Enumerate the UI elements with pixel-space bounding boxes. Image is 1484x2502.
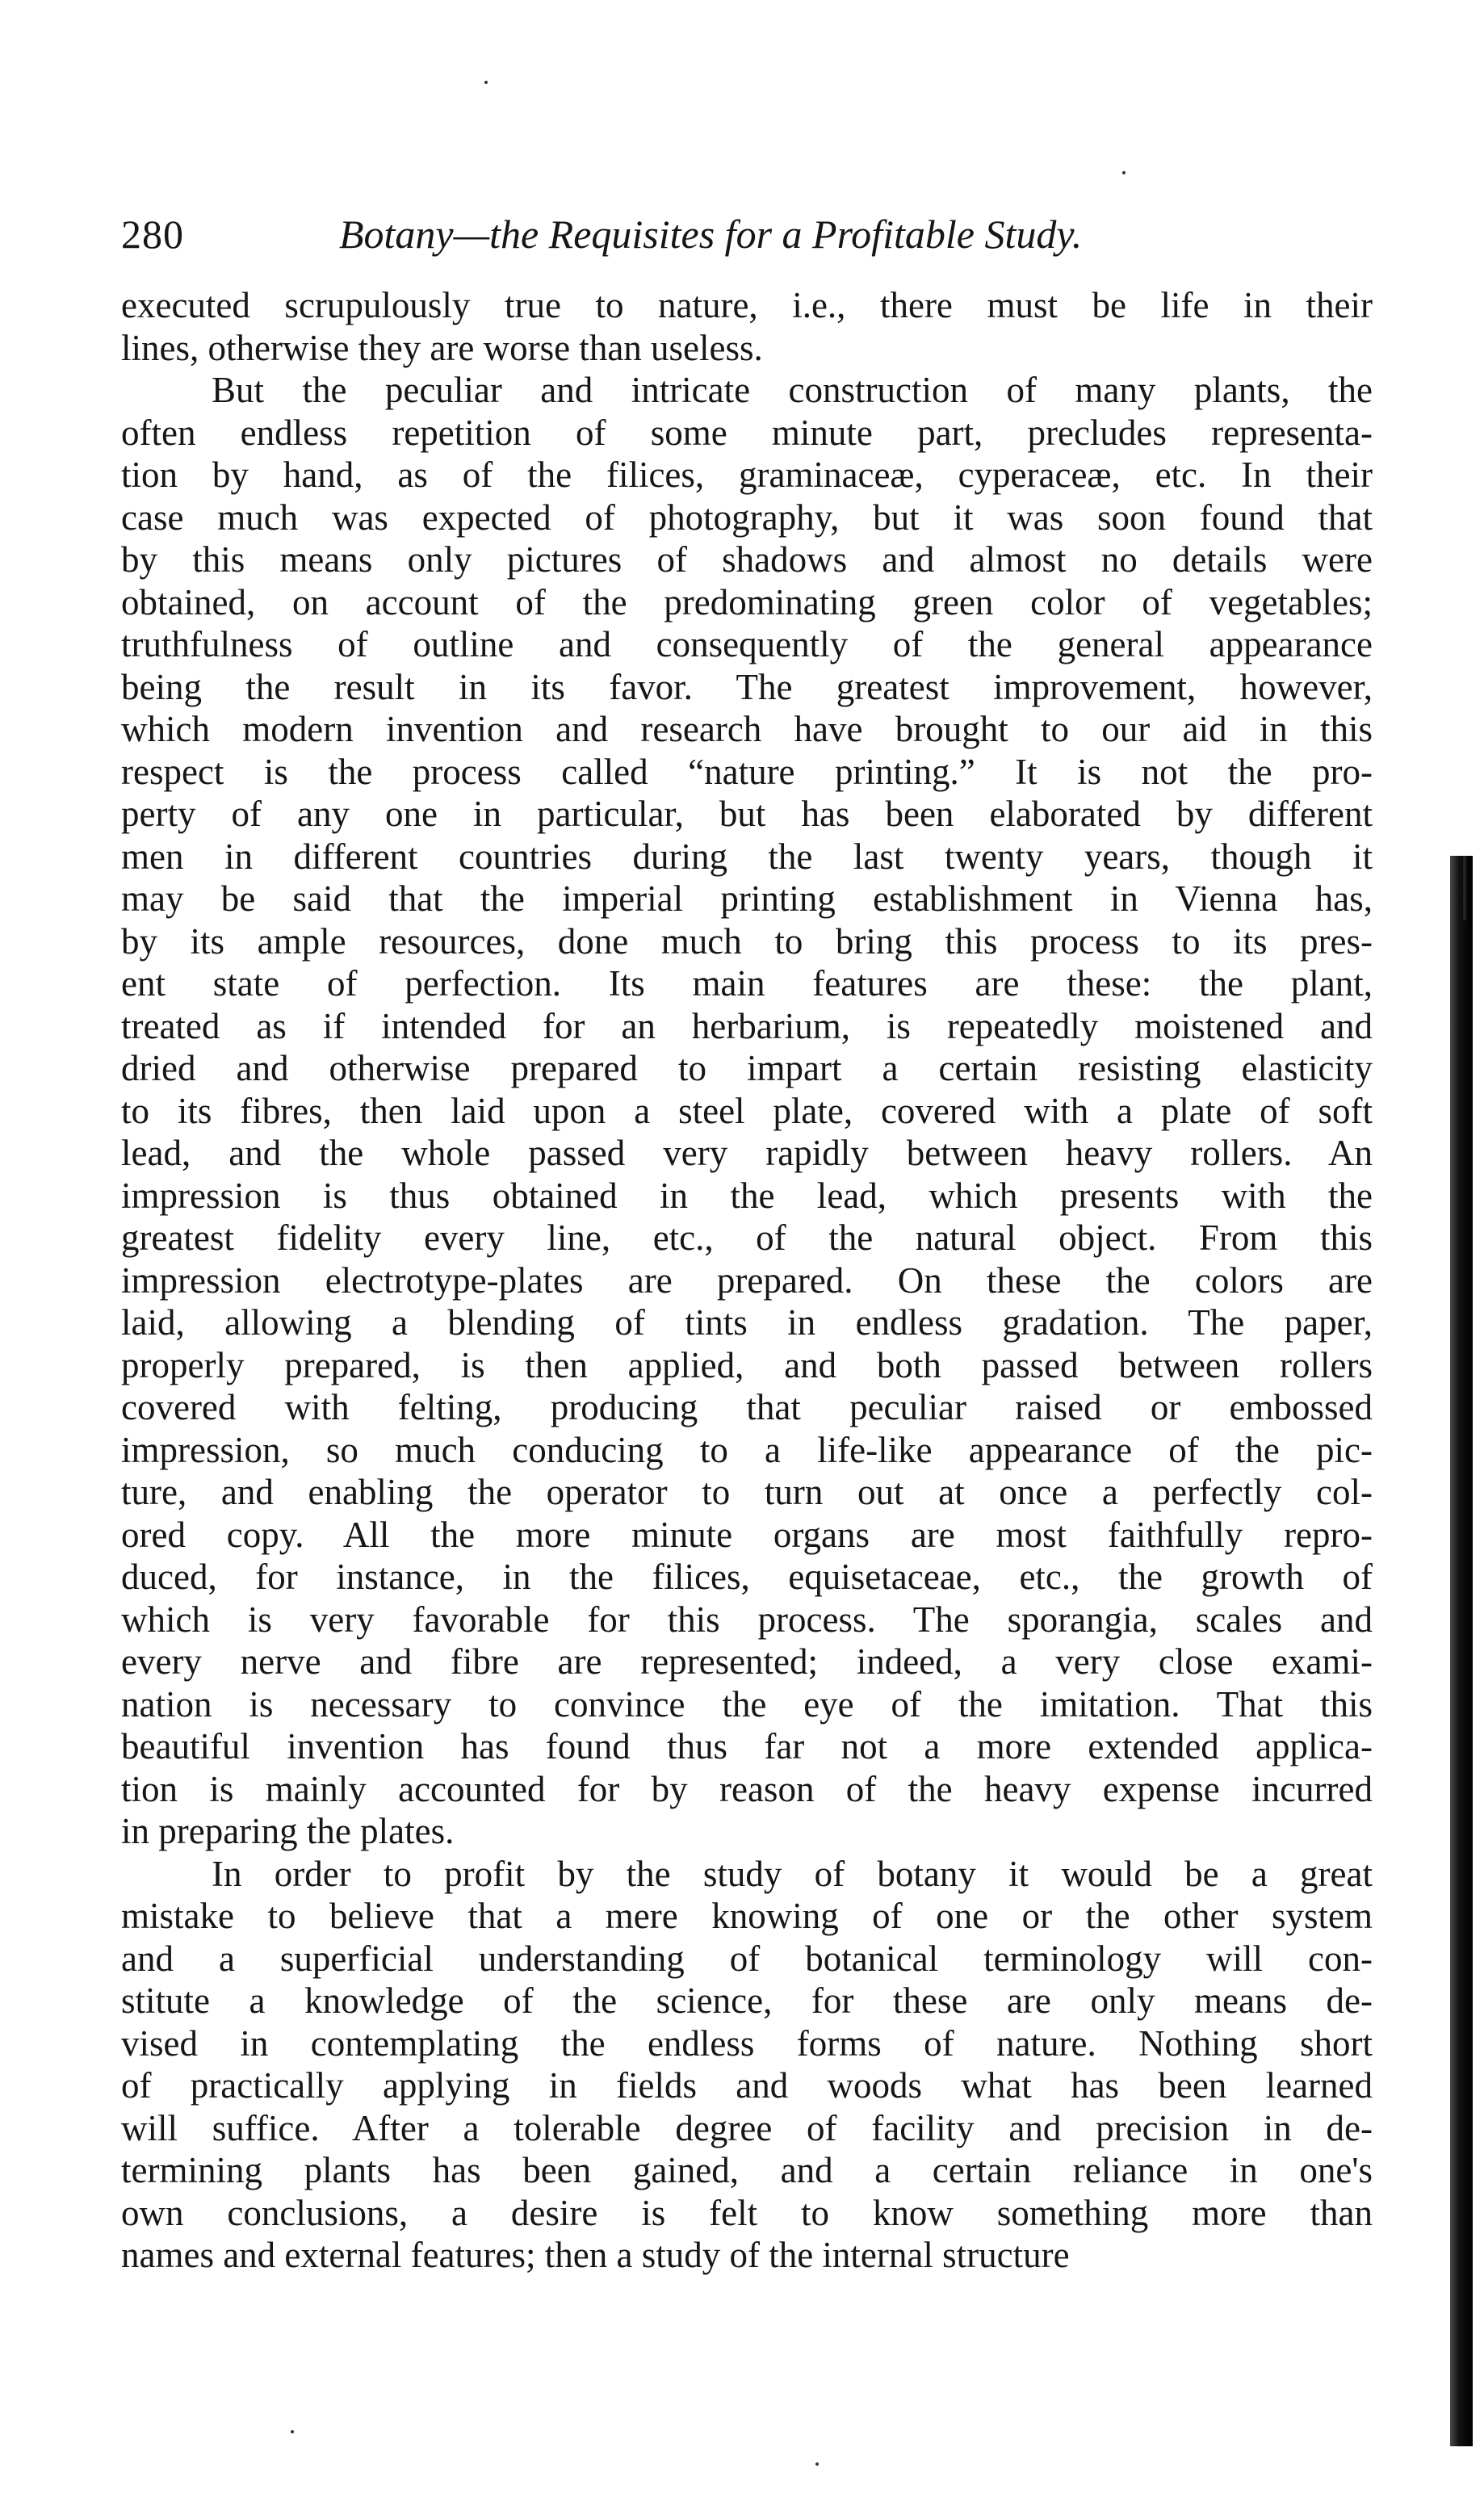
paragraph [121,284,1373,369]
text-line: But the peculiar and intricate construction of many plants, the [212,370,1373,410]
text-line: vised in contemplating the endless forms of nature. Nothing short [121,2022,1373,2064]
text-line: often endless repetition of some minute part, precludes representa- [121,412,1373,453]
text-line: lines, otherwise they are worse than useless. [121,327,763,368]
text-line: ent state of perfection. Its main features are these: the plant, [121,963,1373,1004]
text-line: may be said that the imperial printing establishment in Vienna has, [121,878,1373,919]
text-line: in preparing the plates. [121,1811,455,1851]
paper-speck [291,2430,294,2433]
text-line: own conclusions, a desire is felt to know something more than [121,2192,1373,2233]
running-title: Botany—the Requisites for a Profitable Study. [339,212,1083,257]
text-line: and a superficial understanding of botanical terminology will con- [121,1938,1373,1979]
text-line: termining plants has been gained, and a certain reliance in one's [121,2150,1373,2190]
text-line: beautiful invention has found thus far not a more extended applica- [121,1726,1373,1766]
text-line: greatest fidelity every line, etc., of the natural object. From this [121,1217,1373,1258]
text-line: lead, and the whole passed very rapidly between heavy rollers. An [121,1133,1373,1173]
text-line: impression electrotype-plates are prepared. On these the colors are [121,1259,1373,1301]
paragraph [121,1853,1373,2277]
text-line: ture, and enabling the operator to turn out at once a perfectly col- [121,1472,1373,1512]
text-line: men in different countries during the last twenty years, though it [121,836,1373,877]
paper-speck [815,2462,819,2466]
text-line: ored copy. All the more minute organs are most faithfully repro- [121,1514,1373,1555]
text-line: In order to profit by the study of botany it would be a great [212,1853,1373,1894]
text-line: laid, allowing a blending of tints in endless gradation. The paper, [121,1302,1373,1343]
text-line: stitute a knowledge of the science, for these are only means de- [121,1980,1373,2021]
text-line: nation is necessary to convince the eye of the imitation. That this [121,1683,1373,1725]
text-line: dried and otherwise prepared to impart a certain resisting elasticity [121,1048,1373,1088]
text-line: impression, so much conducing to a life-like appearance of the pic- [121,1429,1373,1470]
paper-speck [484,81,488,84]
text-line: being the result in its favor. The greatest improvement, however, [121,666,1373,707]
text-line: duced, for instance, in the filices, equisetaceae, etc., the growth of [121,1557,1373,1597]
paragraph [121,369,1373,1853]
page-header [121,202,1381,266]
text-line: impression is thus obtained in the lead, which presents with the [121,1175,1373,1216]
text-line: perty of any one in particular, but has been elaborated by different [121,794,1373,834]
text-line: by its ample resources, done much to bring this process to its pres- [121,920,1373,962]
page-number: 280 [121,212,184,257]
text-line: respect is the process called “nature printing.” It is not the pro- [121,751,1373,792]
text-line: of practically applying in fields and woods what has been learned [121,2065,1373,2106]
paper-speck [1122,171,1126,174]
text-line: treated as if intended for an herbarium, is repeatedly moistened and [121,1005,1373,1046]
text-line: every nerve and fibre are represented; indeed, a very close exami- [121,1641,1373,1682]
text-line: case much was expected of photography, but it was soon found that [121,497,1373,538]
text-line: obtained, on account of the predominating green color of vegetables; [121,581,1373,622]
page-binding-shadow [1450,856,1473,2446]
text-line: which modern invention and research have brought to our aid in this [121,709,1373,749]
body-text [121,284,1373,2277]
text-line: executed scrupulously true to nature, i.e., there must be life in their [121,285,1373,325]
text-line: properly prepared, is then applied, and both passed between rollers [121,1344,1373,1385]
text-line: truthfulness of outline and consequently of the general appearance [121,624,1373,664]
text-line: to its fibres, then laid upon a steel plate, covered with a plate of soft [121,1090,1373,1131]
text-line: tion by hand, as of the filices, graminaceæ, cyperaceæ, etc. In their [121,455,1373,495]
text-line: will suffice. After a tolerable degree of facility and precision in de- [121,2107,1373,2148]
page-binding-line [1463,856,1466,920]
text-line: mistake to believe that a mere knowing of one or the other system [121,1896,1373,1936]
text-line: names and external features; then a study of the internal structure [121,2235,1070,2275]
text-line: covered with felting, producing that peculiar raised or embossed [121,1387,1373,1427]
text-line: tion is mainly accounted for by reason of the heavy expense incurred [121,1768,1373,1809]
text-line: by this means only pictures of shadows and almost no details were [121,539,1373,580]
text-line: which is very favorable for this process. The sporangia, scales and [121,1599,1373,1640]
